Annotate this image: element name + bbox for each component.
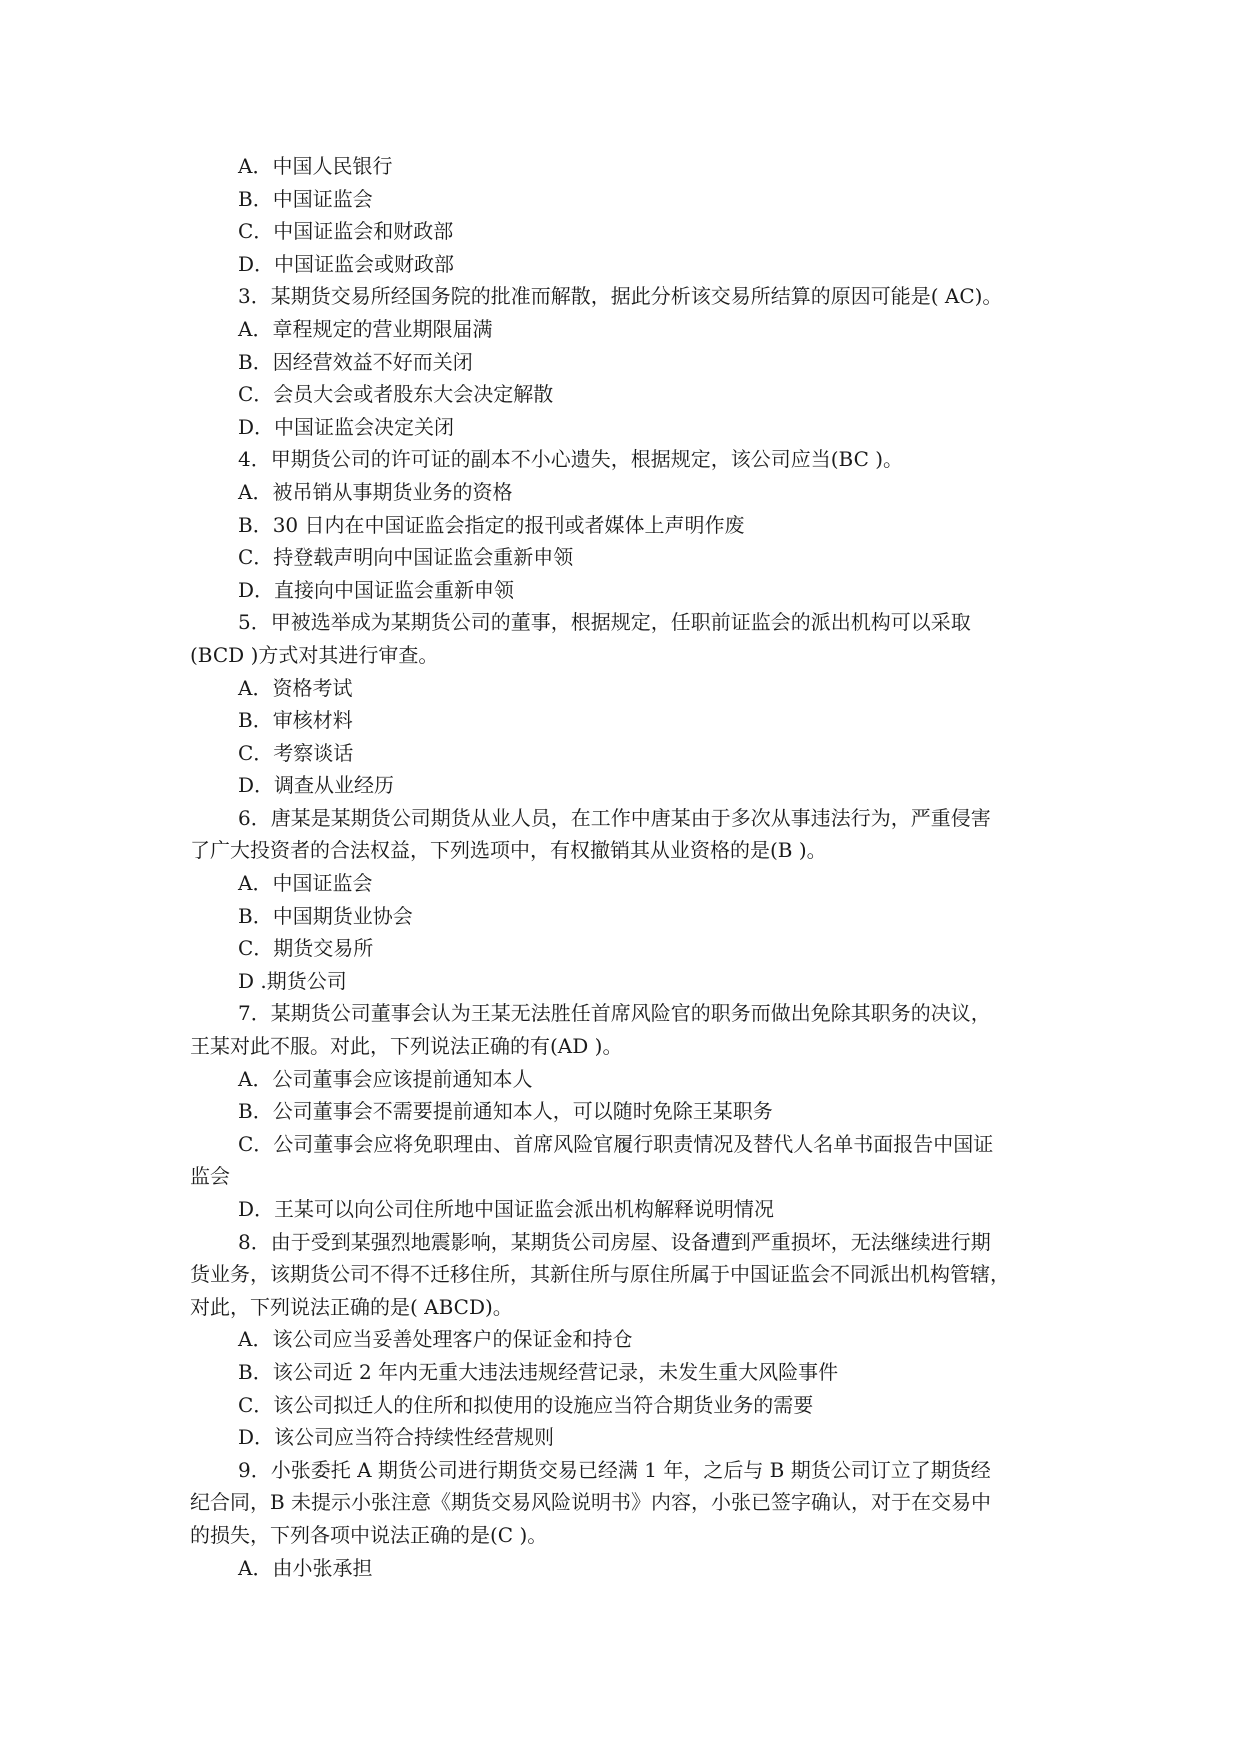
text-line: D．该公司应当符合持续性经营规则: [238, 1425, 555, 1450]
text-line: A．公司董事会应该提前通知本人: [238, 1066, 533, 1091]
text-line: A．由小张承担: [238, 1555, 373, 1580]
text-line: 货业务，该期货公司不得不迁移住所，其新住所与原住所属于中国证监会不同派出机构管辖，: [190, 1262, 1010, 1287]
text-line: D．直接向中国证监会重新申领: [238, 577, 515, 602]
text-line: A．章程规定的营业期限届满: [238, 316, 493, 341]
text-line: 3．某期货交易所经国务院的批准而解散，据此分析该交易所结算的原因可能是( AC)。: [238, 284, 1003, 309]
text-line: C．持登载声明向中国证监会重新申领: [238, 545, 574, 570]
text-line: (BCD )方式对其进行审查。: [190, 642, 439, 667]
text-line: 6．唐某是某期货公司期货从业人员，在工作中唐某由于多次从事违法行为，严重侵害: [238, 805, 991, 830]
text-line: 4．甲期货公司的许可证的副本不小心遗失，根据规定，该公司应当(BC )。: [238, 447, 904, 472]
text-line: C．该公司拟迁人的住所和拟使用的设施应当符合期货业务的需要: [238, 1392, 814, 1417]
text-line: B．中国期货业协会: [238, 903, 413, 928]
text-line: 8．由于受到某强烈地震影响，某期货公司房屋、设备遭到严重损坏，无法继续进行期: [238, 1229, 991, 1254]
text-line: D．调查从业经历: [238, 773, 395, 798]
text-line: C．中国证监会和财政部: [238, 219, 454, 244]
document-page: [190, 150, 1050, 1584]
text-line: B．因经营效益不好而关闭: [238, 349, 473, 374]
text-line: 7．某期货公司董事会认为王某无法胜任首席风险官的职务而做出免除其职务的决议，: [238, 1001, 991, 1026]
text-line: 9．小张委托 A 期货公司进行期货交易已经满 1 年，之后与 B 期货公司订立了期货经: [238, 1457, 991, 1482]
text-line: D．中国证监会或财政部: [238, 251, 455, 276]
text-line: D．王某可以向公司住所地中国证监会派出机构解释说明情况: [238, 1197, 775, 1221]
text-line: B．该公司近 2 年内无重大违法违规经营记录，未发生重大风险事件: [238, 1359, 839, 1384]
text-line: A．中国证监会: [238, 871, 373, 896]
text-line: A．该公司应当妥善处理客户的保证金和持仓: [238, 1327, 633, 1352]
text-line: B．公司董事会不需要提前通知本人，可以随时免除王某职务: [238, 1099, 773, 1124]
text-line: A．中国人民银行: [238, 154, 393, 178]
text-line: D .期货公司: [238, 968, 347, 993]
text-line: C．公司董事会应将免职理由、首席风险官履行职责情况及替代人名单书面报告中国证: [238, 1131, 994, 1156]
text-line: C．会员大会或者股东大会决定解散: [238, 382, 554, 407]
text-line: C．期货交易所: [238, 936, 374, 961]
text-line: C．考察谈话: [238, 740, 354, 765]
text-line: 对此，下列说法正确的是( ABCD)。: [190, 1294, 513, 1319]
text-line: B．30 日内在中国证监会指定的报刊或者媒体上声明作废: [238, 512, 745, 537]
text-line: 5．甲被选举成为某期货公司的董事，根据规定，任职前证监会的派出机构可以采取: [238, 610, 971, 635]
text-line: A．资格考试: [238, 675, 353, 700]
text-line: A．被吊销从事期货业务的资格: [238, 479, 513, 504]
text-line: B．审核材料: [238, 708, 353, 733]
text-line: B．中国证监会: [238, 186, 373, 211]
text-line: 的损失，下列各项中说法正确的是(C )。: [190, 1522, 548, 1547]
text-line: 王某对此不服。对此，下列说法正确的有(AD )。: [190, 1034, 623, 1059]
text-line: 了广大投资者的合法权益，下列选项中，有权撤销其从业资格的是(B )。: [190, 838, 827, 863]
text-line: 纪合同，B 未提示小张注意《期货交易风险说明书》内容，小张已签字确认，对于在交易中: [190, 1490, 992, 1515]
text-line: 监会: [190, 1164, 230, 1189]
text-line: D．中国证监会决定关闭: [238, 414, 455, 439]
